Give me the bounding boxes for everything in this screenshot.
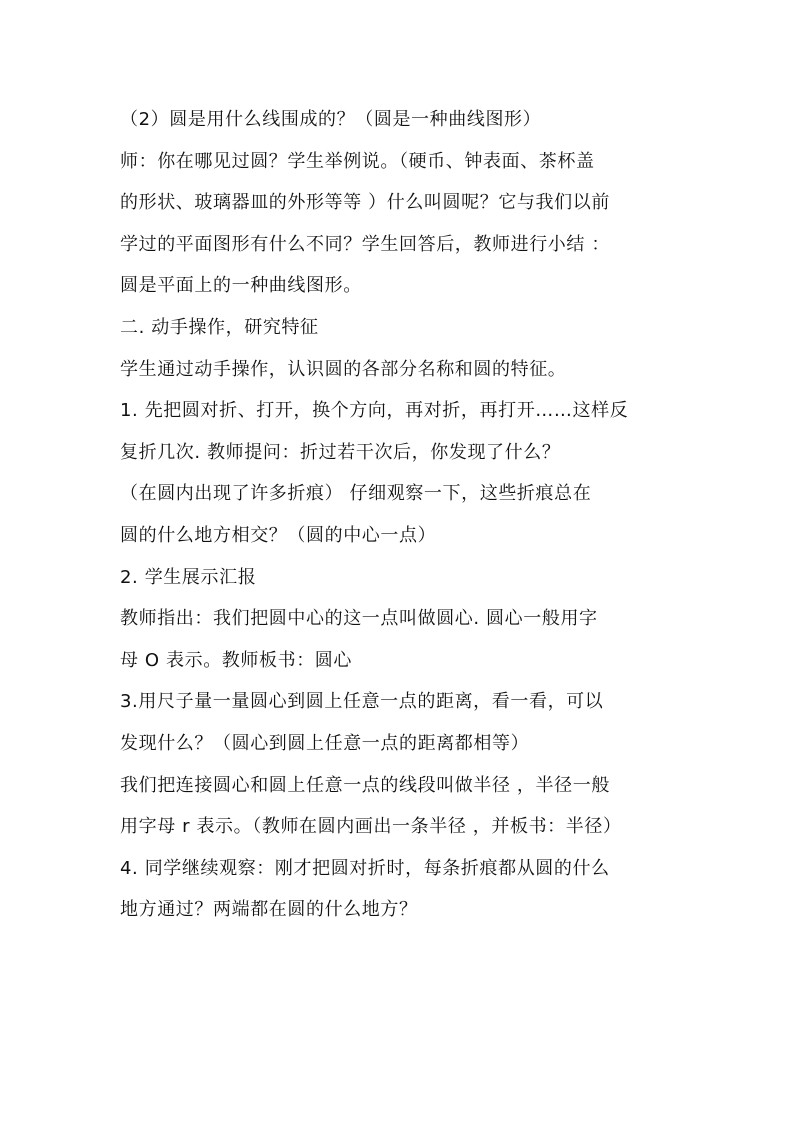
text-line: （在圆内出现了许多折痕） 仔细观察一下，这些折痕总在 [120,483,592,505]
text-line: 1. 先把圆对折、打开，换个方向，再对折，再打开……这样反 [120,400,629,422]
text-line: 的形状、玻璃器皿的外形等等 ）什么叫圆呢？它与我们以前 [120,192,610,214]
text-line: 发现什么？（圆心到圆上任意一点的距离都相等） [120,732,530,754]
text-line: 圆是平面上的一种曲线图形。 [120,275,362,297]
text-line: 师：你在哪见过圆？学生举例说。（硬币、钟表面、茶杯盖 [120,150,595,172]
text-line: 4. 同学继续观察：刚才把圆对折时，每条折痕都从圆的什么 [120,857,610,879]
text-line: 母 O 表示。教师板书：圆心 [120,649,353,671]
section-heading: 二. 动手操作，研究特征 [120,316,319,338]
text-line: 学过的平面图形有什么不同？学生回答后，教师进行小结 ： [120,233,610,255]
text-line: 用字母 r 表示。（教师在圆内画出一条半径 ，并板书：半径） [120,816,622,838]
text-line: 学生通过动手操作，认识圆的各部分名称和圆的特征。 [120,358,567,380]
text-line: 我们把连接圆心和圆上任意一点的线段叫做半径 ，半径一般 [120,774,610,796]
text-line: 3.用尺子量一量圆心到圆上任意一点的距离，看一看，可以 [120,691,604,713]
text-line: 2. 学生展示汇报 [120,566,257,588]
document-body [120,99,680,931]
text-line: 复折几次. 教师提问：折过若干次后，你发现了什么？ [120,441,561,463]
text-line: 圆的什么地方相交？（圆的中心一点） [120,524,437,546]
text-line: 教师指出：我们把圆中心的这一点叫做圆心. 圆心一般用字 [120,608,598,630]
text-line: 地方通过？两端都在圆的什么地方？ [120,899,418,921]
text-line: （2）圆是用什么线围成的？（圆是一种曲线图形） [120,109,542,130]
